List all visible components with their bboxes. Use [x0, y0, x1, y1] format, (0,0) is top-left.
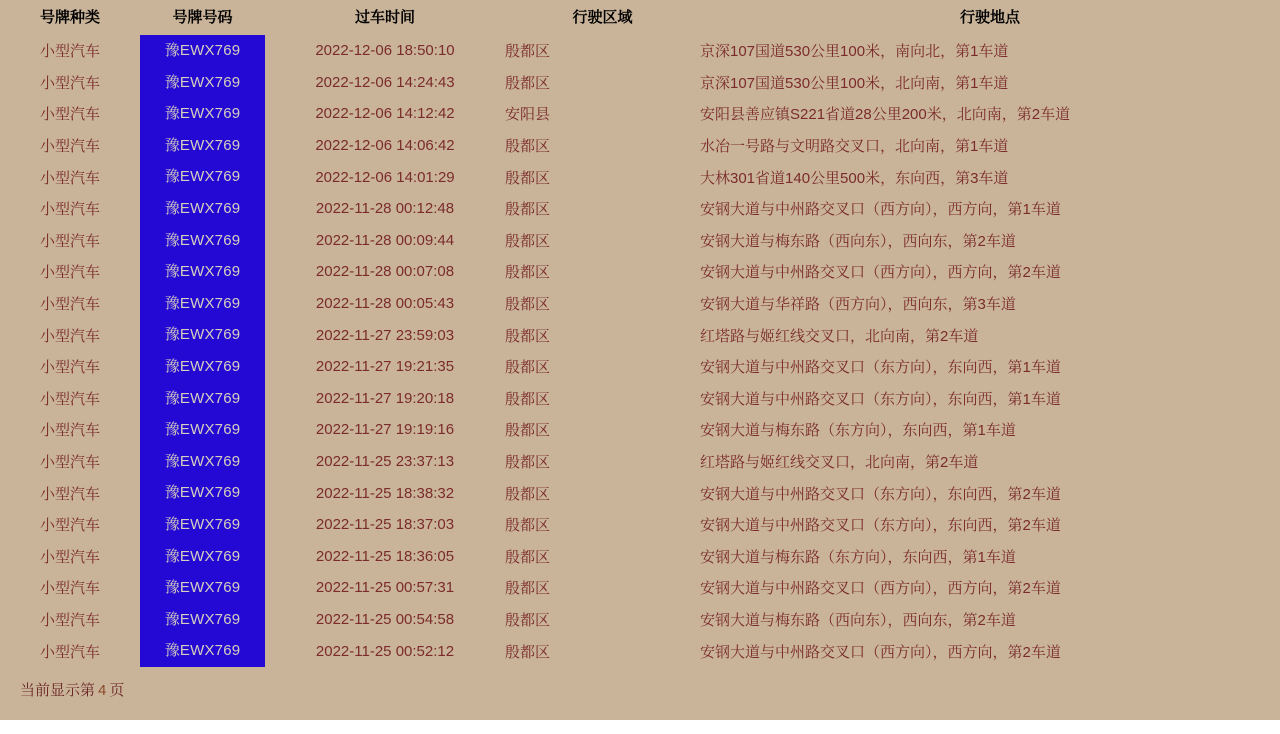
- cell-location: 安钢大道与华祥路（西方向），西向东，第3车道: [700, 296, 1016, 314]
- cell-pass-time: 2022-11-28 00:09:44: [315, 231, 455, 249]
- cell-location: 京深107国道530公里100米，南向北，第1车道: [700, 43, 1009, 61]
- cell-pass-time: 2022-11-27 23:59:03: [315, 326, 455, 344]
- cell-pass-time: 2022-12-06 14:12:42: [315, 105, 455, 123]
- table-row[interactable]: [0, 383, 1280, 415]
- plate-badge[interactable]: 豫EWX769: [140, 572, 265, 604]
- table-row[interactable]: [0, 477, 1280, 509]
- cell-area: 殷都区: [505, 485, 551, 503]
- cell-area: 殷都区: [505, 611, 551, 629]
- plate-badge[interactable]: 豫EWX769: [140, 414, 265, 446]
- cell-pass-time: 2022-11-28 00:05:43: [315, 295, 455, 313]
- cell-pass-time: 2022-12-06 14:01:29: [315, 168, 455, 186]
- cell-plate-type: 小型汽车: [39, 106, 100, 124]
- plate-badge[interactable]: 豫EWX769: [140, 225, 265, 257]
- pagination-suffix: 页: [109, 681, 125, 699]
- cell-plate-number[interactable]: [140, 130, 265, 162]
- cell-plate-number[interactable]: [140, 98, 265, 130]
- cell-pass-time: 2022-11-27 19:19:16: [315, 421, 455, 439]
- cell-plate-type: 小型汽车: [39, 485, 100, 503]
- pagination-prefix: 当前显示第: [20, 681, 96, 699]
- cell-location: 安钢大道与梅东路（西向东），西向东，第2车道: [700, 232, 1016, 250]
- cell-plate-type: 小型汽车: [39, 296, 100, 314]
- table-row[interactable]: [0, 635, 1280, 667]
- cell-area: 殷都区: [505, 138, 551, 156]
- cell-location: 安钢大道与中州路交叉口（东方向），东向西，第1车道: [700, 390, 1061, 408]
- cell-area: 殷都区: [505, 454, 551, 472]
- table-row[interactable]: [0, 414, 1280, 446]
- cell-plate-type: 小型汽车: [39, 390, 100, 408]
- table-row[interactable]: [0, 541, 1280, 573]
- cell-area: 安阳县: [505, 106, 551, 124]
- cell-location: 安阳县善应镇S221省道28公里200米，北向南，第2车道: [700, 106, 1071, 124]
- table-row[interactable]: [0, 319, 1280, 351]
- cell-pass-time: 2022-11-25 18:36:05: [315, 547, 455, 565]
- cell-pass-time: 2022-12-06 14:24:43: [315, 73, 455, 91]
- column-header-plate-type: 号牌种类: [39, 9, 100, 26]
- cell-plate-type: 小型汽车: [39, 359, 100, 377]
- table-row[interactable]: [0, 67, 1280, 99]
- table-row[interactable]: [0, 193, 1280, 225]
- cell-plate-number[interactable]: [140, 193, 265, 225]
- table-row[interactable]: [0, 288, 1280, 320]
- plate-badge[interactable]: 豫EWX769: [140, 288, 265, 320]
- plate-badge[interactable]: 豫EWX769: [140, 446, 265, 478]
- cell-plate-number[interactable]: [140, 414, 265, 446]
- cell-plate-number[interactable]: [140, 383, 265, 415]
- plate-badge[interactable]: 豫EWX769: [140, 35, 265, 67]
- plate-badge[interactable]: 豫EWX769: [140, 351, 265, 383]
- cell-location: 安钢大道与中州路交叉口（西方向），西方向，第1车道: [700, 201, 1061, 219]
- cell-plate-type: 小型汽车: [39, 232, 100, 250]
- cell-plate-number[interactable]: [140, 635, 265, 667]
- cell-plate-number[interactable]: [140, 572, 265, 604]
- cell-area: 殷都区: [505, 264, 551, 282]
- cell-pass-time: 2022-11-25 18:38:32: [315, 484, 455, 502]
- cell-pass-time: 2022-11-25 00:57:31: [315, 579, 455, 597]
- cell-area: 殷都区: [505, 359, 551, 377]
- cell-location: 安钢大道与中州路交叉口（东方向），东向西，第1车道: [700, 359, 1061, 377]
- cell-location: 安钢大道与梅东路（西向东），西向东，第2车道: [700, 611, 1016, 629]
- cell-plate-number[interactable]: [140, 319, 265, 351]
- table-row[interactable]: [0, 256, 1280, 288]
- cell-area: 殷都区: [505, 232, 551, 250]
- cell-plate-type: 小型汽车: [39, 454, 100, 472]
- cell-location: 京深107国道530公里100米，北向南，第1车道: [700, 74, 1009, 92]
- cell-plate-number[interactable]: [140, 67, 265, 99]
- cell-pass-time: 2022-12-06 18:50:10: [315, 42, 455, 60]
- cell-plate-number[interactable]: [140, 541, 265, 573]
- cell-plate-type: 小型汽车: [39, 138, 100, 156]
- table-row[interactable]: [0, 509, 1280, 541]
- table-row[interactable]: [0, 98, 1280, 130]
- cell-area: 殷都区: [505, 201, 551, 219]
- plate-badge[interactable]: 豫EWX769: [140, 604, 265, 636]
- cell-location: 水冶一号路与文明路交叉口，北向南，第1车道: [700, 138, 1009, 156]
- cell-plate-number[interactable]: [140, 225, 265, 257]
- plate-badge[interactable]: 豫EWX769: [140, 193, 265, 225]
- cell-plate-type: 小型汽车: [39, 422, 100, 440]
- plate-badge[interactable]: 豫EWX769: [140, 477, 265, 509]
- plate-badge[interactable]: 豫EWX769: [140, 541, 265, 573]
- plate-badge[interactable]: 豫EWX769: [140, 383, 265, 415]
- cell-location: 安钢大道与梅东路（东方向），东向西，第1车道: [700, 422, 1016, 440]
- cell-plate-number[interactable]: [140, 351, 265, 383]
- cell-plate-number[interactable]: [140, 35, 265, 67]
- cell-pass-time: 2022-11-27 19:20:18: [315, 389, 455, 407]
- cell-plate-number[interactable]: [140, 477, 265, 509]
- cell-location: 安钢大道与梅东路（东方向），东向西，第1车道: [700, 548, 1016, 566]
- plate-badge[interactable]: 豫EWX769: [140, 509, 265, 541]
- table-header-row: [0, 0, 1280, 35]
- cell-location: 红塔路与姬红线交叉口，北向南，第2车道: [700, 327, 979, 345]
- cell-area: 殷都区: [505, 517, 551, 535]
- cell-location: 安钢大道与中州路交叉口（东方向），东向西，第2车道: [700, 485, 1061, 503]
- cell-area: 殷都区: [505, 548, 551, 566]
- plate-badge[interactable]: 豫EWX769: [140, 319, 265, 351]
- cell-area: 殷都区: [505, 169, 551, 187]
- cell-plate-type: 小型汽车: [39, 548, 100, 566]
- cell-pass-time: 2022-11-28 00:12:48: [315, 200, 455, 218]
- cell-plate-type: 小型汽车: [39, 43, 100, 61]
- cell-plate-number[interactable]: [140, 446, 265, 478]
- pagination-status: [0, 667, 1280, 700]
- cell-area: 殷都区: [505, 643, 551, 661]
- cell-plate-type: 小型汽车: [39, 643, 100, 661]
- bottom-strip: [0, 720, 1280, 734]
- cell-plate-type: 小型汽车: [39, 517, 100, 535]
- cell-pass-time: 2022-11-27 19:21:35: [315, 358, 455, 376]
- cell-plate-type: 小型汽车: [39, 327, 100, 345]
- table-body: [0, 35, 1280, 667]
- plate-badge[interactable]: 豫EWX769: [140, 256, 265, 288]
- plate-badge[interactable]: 豫EWX769: [140, 98, 265, 130]
- cell-area: 殷都区: [505, 390, 551, 408]
- cell-area: 殷都区: [505, 580, 551, 598]
- cell-location: 大林301省道140公里500米，东向西，第3车道: [700, 169, 1009, 187]
- cell-location: 安钢大道与中州路交叉口（西方向），西方向，第2车道: [700, 643, 1061, 661]
- cell-area: 殷都区: [505, 422, 551, 440]
- cell-pass-time: 2022-11-25 00:52:12: [315, 642, 455, 660]
- table-row[interactable]: [0, 572, 1280, 604]
- table-row[interactable]: [0, 446, 1280, 478]
- column-header-pass-time: 过车时间: [354, 9, 415, 26]
- cell-area: 殷都区: [505, 74, 551, 92]
- plate-badge[interactable]: 豫EWX769: [140, 67, 265, 99]
- cell-location: 安钢大道与中州路交叉口（西方向），西方向，第2车道: [700, 264, 1061, 282]
- cell-plate-number[interactable]: [140, 161, 265, 193]
- cell-plate-type: 小型汽车: [39, 264, 100, 282]
- column-header-area: 行驶区域: [572, 9, 633, 26]
- cell-plate-type: 小型汽车: [39, 169, 100, 187]
- cell-area: 殷都区: [505, 296, 551, 314]
- cell-location: 安钢大道与中州路交叉口（西方向），西方向，第2车道: [700, 580, 1061, 598]
- cell-plate-number[interactable]: [140, 288, 265, 320]
- current-page-number: 4: [98, 681, 107, 699]
- cell-pass-time: 2022-11-25 23:37:13: [315, 453, 455, 471]
- cell-pass-time: 2022-11-25 00:54:58: [315, 610, 455, 628]
- plate-badge[interactable]: 豫EWX769: [140, 161, 265, 193]
- cell-location: 安钢大道与中州路交叉口（东方向），东向西，第2车道: [700, 517, 1061, 535]
- cell-location: 红塔路与姬红线交叉口，北向南，第2车道: [700, 454, 979, 472]
- cell-plate-number[interactable]: [140, 256, 265, 288]
- table-row[interactable]: [0, 161, 1280, 193]
- table-row[interactable]: [0, 225, 1280, 257]
- table-row[interactable]: [0, 604, 1280, 636]
- cell-pass-time: 2022-12-06 14:06:42: [315, 137, 455, 155]
- table-header: [0, 0, 1280, 35]
- column-header-location: 行驶地点: [959, 9, 1020, 26]
- cell-plate-number[interactable]: [140, 604, 265, 636]
- cell-plate-number[interactable]: [140, 509, 265, 541]
- table-row[interactable]: [0, 35, 1280, 67]
- plate-badge[interactable]: 豫EWX769: [140, 130, 265, 162]
- table-row[interactable]: [0, 351, 1280, 383]
- cell-pass-time: 2022-11-25 18:37:03: [315, 516, 455, 534]
- column-header-plate-number: 号牌号码: [172, 9, 233, 26]
- cell-plate-type: 小型汽车: [39, 74, 100, 92]
- cell-area: 殷都区: [505, 327, 551, 345]
- cell-plate-type: 小型汽车: [39, 580, 100, 598]
- table-row[interactable]: [0, 130, 1280, 162]
- plate-badge[interactable]: 豫EWX769: [140, 635, 265, 667]
- cell-area: 殷都区: [505, 43, 551, 61]
- cell-pass-time: 2022-11-28 00:07:08: [315, 263, 455, 281]
- cell-plate-type: 小型汽车: [39, 201, 100, 219]
- cell-plate-type: 小型汽车: [39, 611, 100, 629]
